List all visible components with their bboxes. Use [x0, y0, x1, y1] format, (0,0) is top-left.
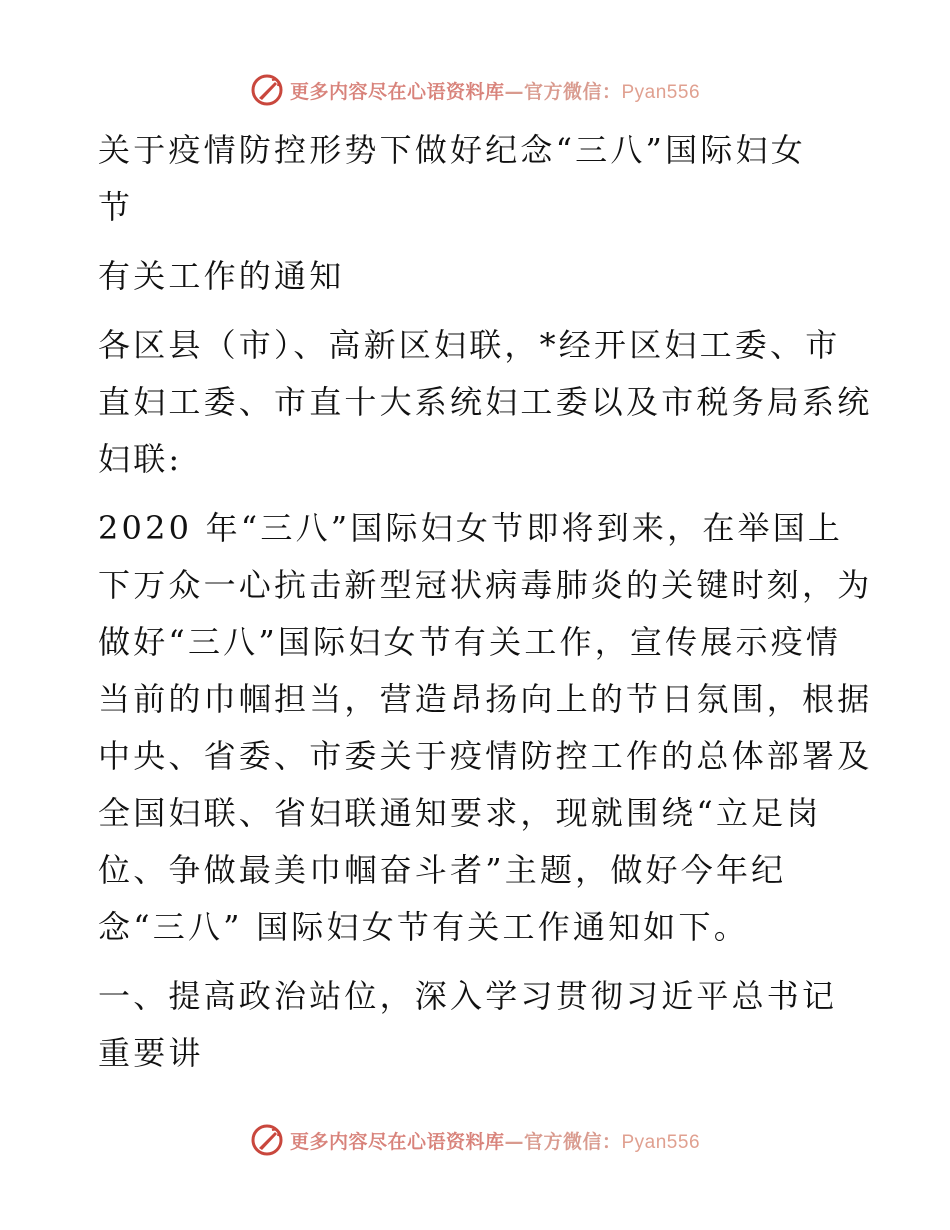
- doc-title-line-2: 节: [98, 188, 134, 226]
- body-line-5: 中央、省委、市委关于疫情防控工作的总体部署及: [98, 737, 873, 775]
- body-line-2: 下万众一心抗击新型冠状病毒肺炎的关键时刻，为: [98, 566, 873, 604]
- watermark-text-part1: 更多内容尽在心语资料库: [289, 80, 505, 103]
- body-line-4: 当前的巾帼担当，营造昂扬向上的节日氛围，根据: [98, 680, 873, 718]
- header-watermark-banner: [0, 70, 950, 110]
- watermark-text: [290, 77, 700, 104]
- section-heading-line-2: 重要讲: [98, 1034, 204, 1072]
- doc-title-line-1: 关于疫情防控形势下做好纪念“三八”国际妇女: [98, 131, 806, 169]
- addressee-line-2: 直妇工委、市直十大系统妇工委以及市税务局系统: [98, 383, 873, 421]
- section-heading-line-1: 一、提高政治站位，深入学习贯彻习近平总书记: [98, 977, 838, 1015]
- body-line-8: 念“三八” 国际妇女节有关工作通知如下。: [98, 908, 749, 946]
- quill-circle-logo-icon: [250, 1123, 284, 1157]
- doc-subtitle: 有关工作的通知: [98, 257, 345, 295]
- watermark-text-part2: —官方微信：: [504, 1130, 622, 1153]
- document-body: [98, 122, 873, 1082]
- watermark-wechat-id: Pyan556: [621, 81, 701, 103]
- addressee-line-3: 妇联:: [98, 440, 183, 478]
- body-line-6: 全国妇联、省妇联通知要求，现就围绕“立足岗: [98, 794, 822, 832]
- watermark-text-part2: —官方微信：: [504, 80, 622, 103]
- quill-circle-logo-icon: [250, 73, 284, 107]
- watermark-wechat-id: Pyan556: [621, 1131, 701, 1153]
- body-line-7: 位、争做最美巾帼奋斗者”主题，做好今年纪: [98, 851, 787, 889]
- addressee-line-1: 各区县（市）、高新区妇联，*经开区妇工委、市: [98, 326, 841, 364]
- footer-watermark-banner: [0, 1120, 950, 1160]
- body-line-1: 2020 年“三八”国际妇女节即将到来，在举国上: [98, 509, 844, 547]
- watermark-text-part1: 更多内容尽在心语资料库: [289, 1130, 505, 1153]
- body-line-3: 做好“三八”国际妇女节有关工作，宣传展示疫情: [98, 623, 842, 661]
- watermark-text: [290, 1127, 700, 1154]
